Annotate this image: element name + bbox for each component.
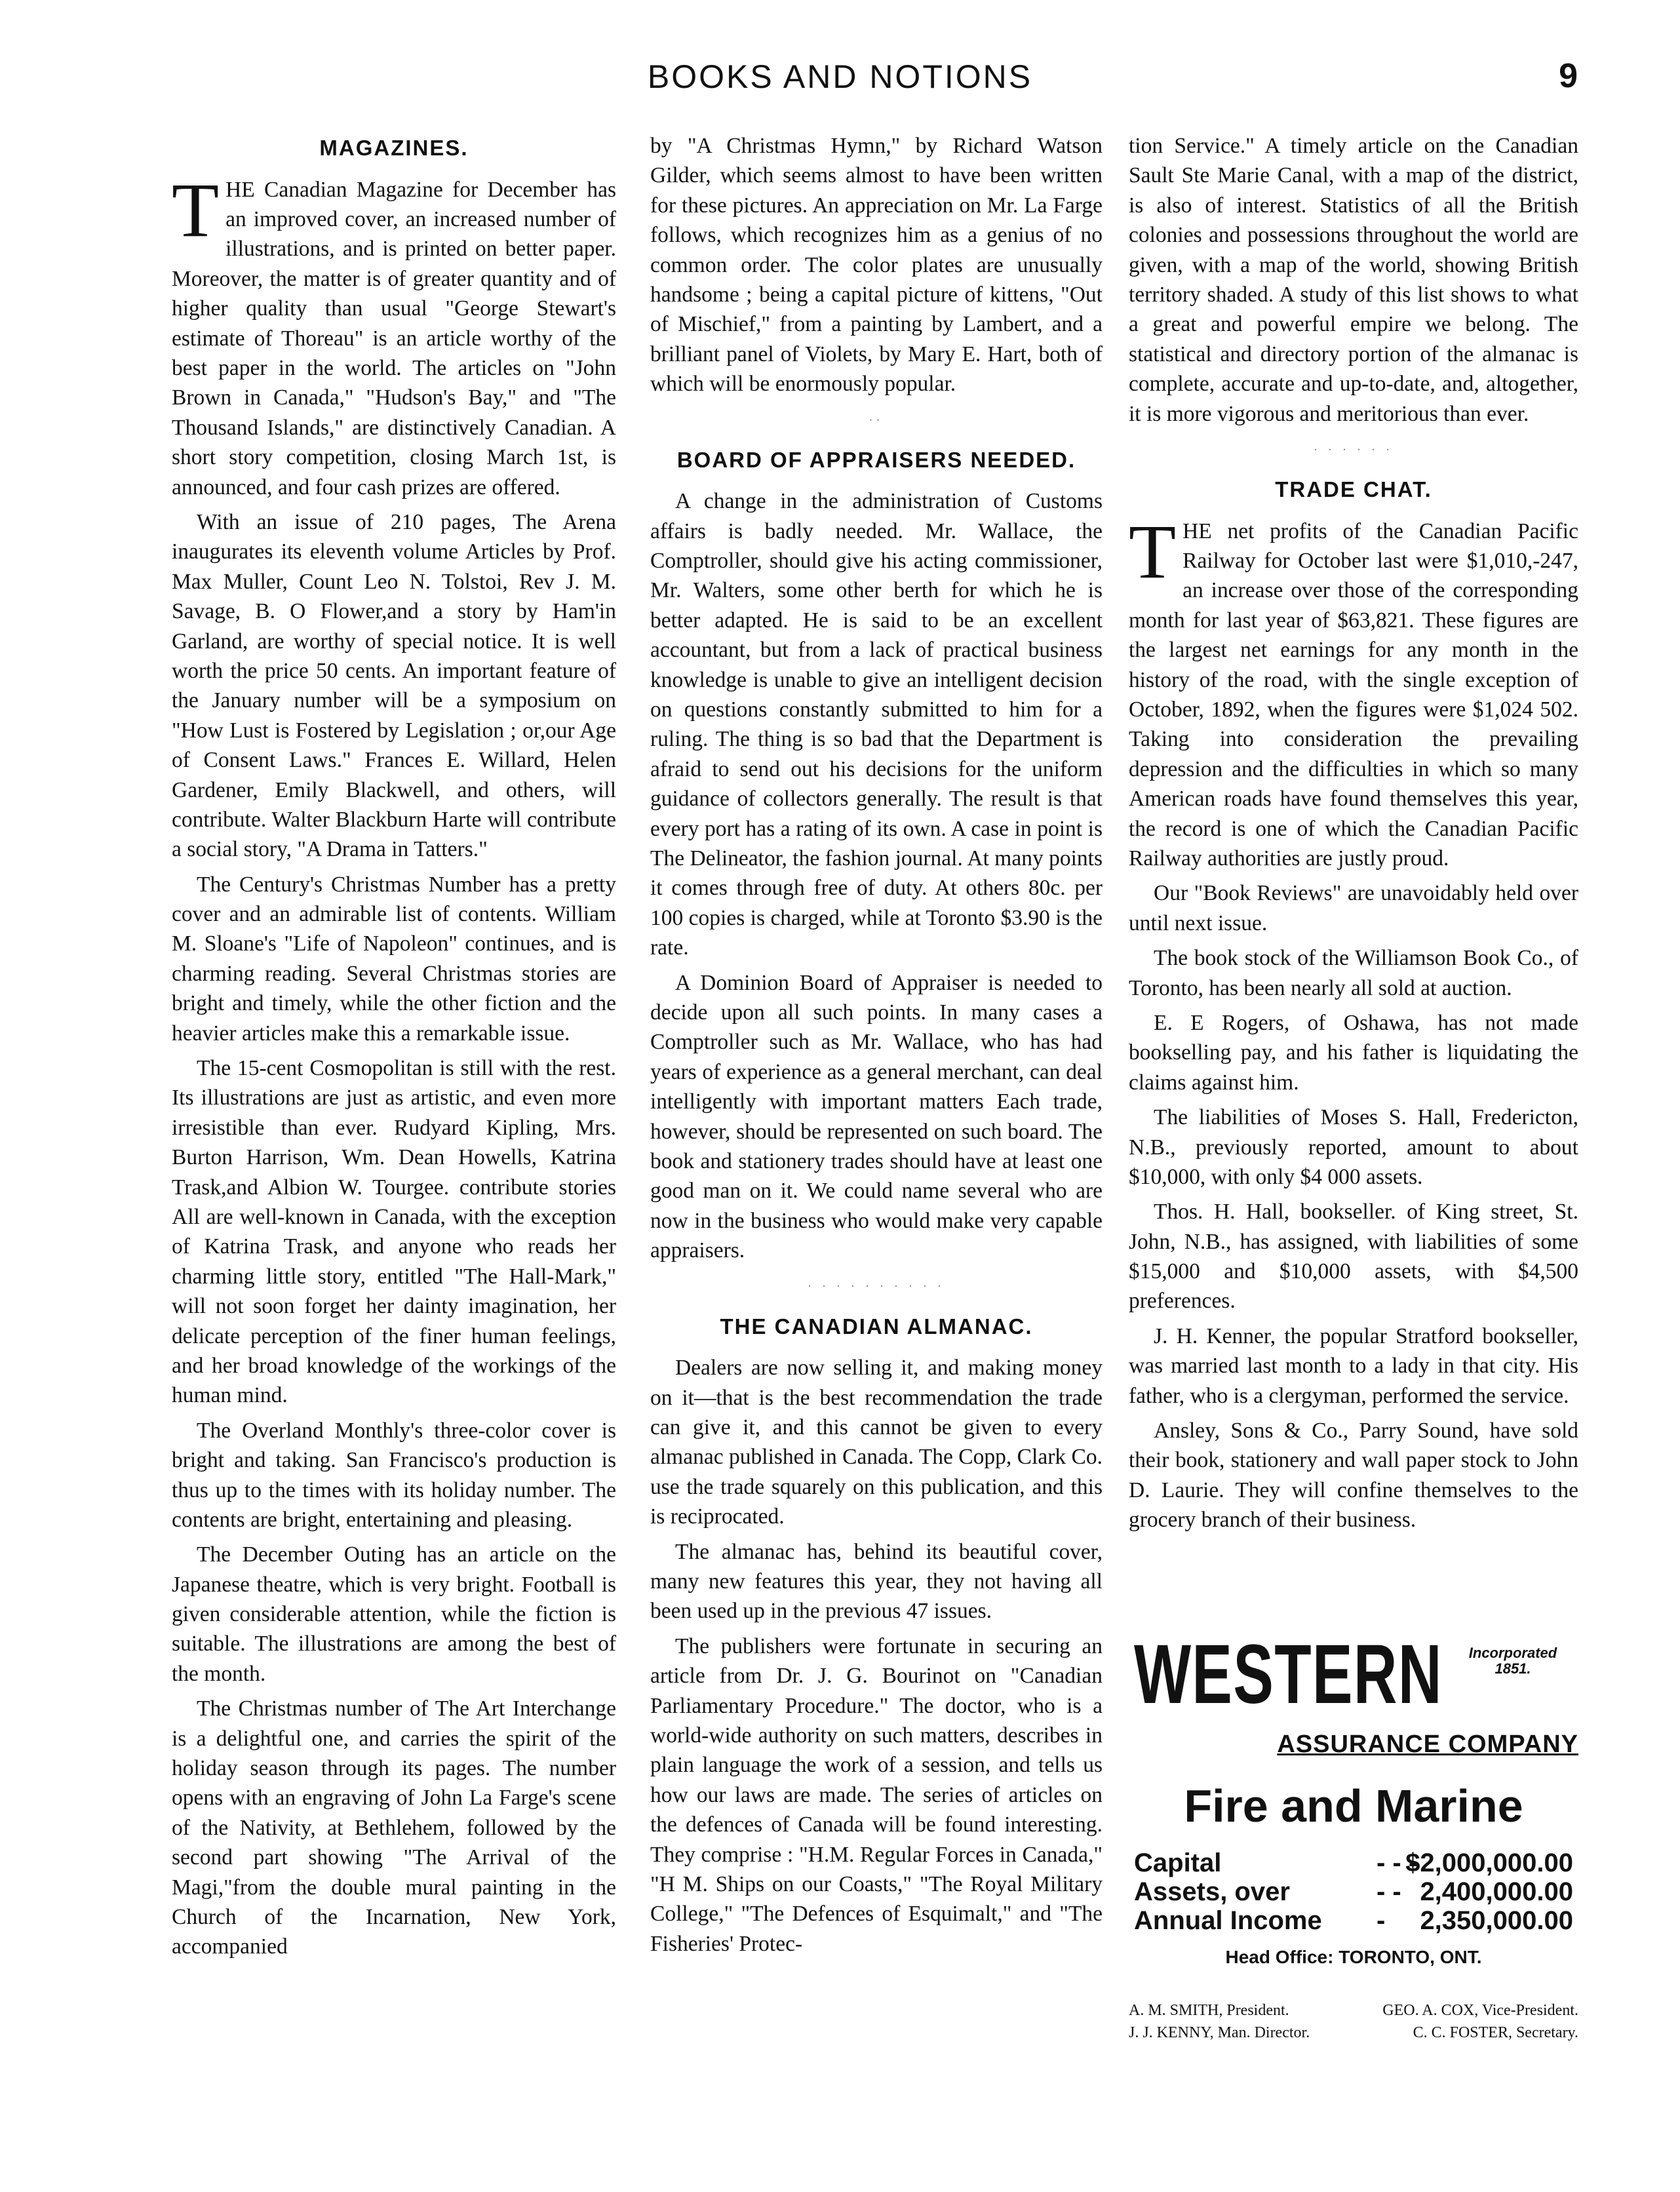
magazines-paragraph: The Overland Monthly's three-color cover is bright and taking. San Francisco's production is thus up to the times with its holiday number. The contents are bright, entertaining and pleasing. — [172, 1418, 616, 1532]
magazines-continuation: by "A Christmas Hymn," by Richard Watson Gilder, which seems almost to have been written for these pictures. An appreciation on Mr. La Farge follows, which recognizes him as a genius of no common order. The color plates are unusually handsome ; being a capital picture of kittens, "Out of Mischief," from a painting by Lambert, and a brilliant panel of Violets, by Mary E. Hart, both of which will be enormously popular. — [650, 134, 1103, 397]
magazines-paragraph-1: THE Canadian Magazine for December has an improved cover, an increased number of illustrations, and is printed on better paper. Moreover, the matter is of greater quantity and of higher quality than usual "George Stewart's estimate of Thoreau" is an article worthy of the best paper in the world. The articles on "John Brown in Canada," "Hudson's Bay," and "The Thousand Islands," are distinctively Canadian. A short story competition, closing March 1st, is announced, and four cash prizes are offered. — [172, 166, 616, 499]
ad-officers: A. M. SMITH, President. GEO. A. COX, Vice-President. J. J. KENNY, Man. Director. C. C. FOSTER, Secretary. — [1129, 2002, 1578, 2041]
ad-incorporated: Incorporated 1851. — [1468, 1645, 1557, 1677]
appraisers-paragraph: A change in the administration of Customs affairs is badly needed. Mr. Wallace, the Comptroller, should give his acting commissioner, Mr. Walters, some other berth for which he is better adapted. He is said to be an excellent accountant, but from a lack of practical business knowledge is unable to give an intelligent decision on questions constantly submitted to him for a ruling. The thing is so bad that the Department is afraid to send out his decisions for the uniform guidance of collectors generally. The result is that every port has a rating of its own. A case in point is The Delineator, the fashion journal. At many points it comes through free of duty. At others 80c. per 100 copies is charged, while at Toronto $3.90 is the rate. — [650, 489, 1103, 960]
almanac-paragraph: Dealers are now selling it, and making money on it—that is the best recommendation the trade can give it, and this cannot be given to every almanac published in Canada. The Copp, Clark Co. use the trade squarely on this publication, and this is reciprocated. — [650, 1356, 1103, 1529]
appraisers-heading: BOARD OF APPRAISERS NEEDED. — [676, 447, 1076, 472]
ad-head-office: Head Office: TORONTO, ONT. — [1225, 1947, 1482, 1967]
ad-brand: WESTERN — [1134, 1628, 1443, 1721]
almanac-paragraph: The almanac has, behind its beautiful cover, many new features this year, they not having all been used up in the previous 47 issues. — [650, 1539, 1103, 1624]
ad-row-capital: Capital - - - $2,000,000.00 — [1134, 1849, 1573, 1877]
almanac-continuation: tion Service." A timely article on the Canadian Sault Ste Marie Canal, with a map of the district, is also of interest. Statistics of all the British colonies and possessions throughout the world are given, with a map of the world, showing British territory shaded. A study of this list shows to what a great and powerful empire we belong. The statistical and directory portion of the almanac is complete, accurate and up-to-date, and, altogether, it is more vigorous and meritorious than ever. — [1129, 134, 1578, 426]
trade-paragraph: J. H. Kenner, the popular Stratford bookseller, was married last month to a lady in that city. His father, who is a clergyman, performed the service. — [1129, 1323, 1578, 1408]
trade-paragraph: The book stock of the Williamson Book Co., of Toronto, has been nearly all sold at auction. — [1129, 946, 1578, 1000]
page-header — [0, 58, 1680, 104]
column-3 — [1129, 131, 1578, 1540]
ad-subtitle: ASSURANCE COMPANY — [1277, 1731, 1578, 1758]
magazines-paragraph: The 15-cent Cosmopolitan is still with the rest. Its illustrations are just as artistic, and even more irresistible than ever. Rudyard Kipling, Mrs. Burton Harrison, Wm. Dean Howells, Katrina Trask,and Albion W. Tourgee. contribute stories All are well-known in Canada, with the exception of Katrina Trask, and anyone who reads her charming little story, entitled "The Hall-Mark," will not soon forget her dainty imagination, her delicate perception of the finer human feelings, and her broad knowledge of the workings of the human mind. — [172, 1056, 616, 1408]
magazines-paragraph: The December Outing has an article on the Japanese theatre, which is very bright. Football is given considerable attention, while the fiction is suitable. The illustrations are among the best of the month. — [172, 1542, 616, 1686]
ad-row-income: Annual Income - 2,350,000.00 — [1134, 1906, 1573, 1935]
trade-paragraph: Thos. H. Hall, bookseller. of King street, St. John, N.B., has assigned, with liabilities of some $15,000 and $10,000 assets, with $4,500 preferences. — [1129, 1200, 1578, 1314]
ad-row-assets: Assets, over - - 2,400,000.00 — [1134, 1877, 1573, 1906]
section-separator: . . . . . . . . . . — [808, 1276, 945, 1291]
magazines-paragraph: With an issue of 210 pages, The Arena inaugurates its eleventh volume Articles by Prof. Max Muller, Count Leo N. Tolstoi, Rev J. M. Savage, B. O Flower,and a story by Ham'in Garland, are worthy of special notice. It is well worth the price 50 cents. An important feature of the January number will be a symposium on "How Lust is Fostered by Legislation ; or,our Age of Consent Laws." Frances E. Willard, Helen Gardener, Emily Blackwell, and others, will contribute. Walter Blackburn Harte will contribute a social story, "A Drama in Tatters." — [172, 510, 616, 862]
page-number: 9 — [1559, 57, 1578, 95]
appraisers-paragraph: A Dominion Board of Appraiser is needed to decide upon all such points. In many cases a Comptroller such as Mr. Wallace, who has had years of experience as a general merchant, can deal intelligently with important matters Each trade, however, should be represented on such board. The book and stationery trades should have at least one good man on it. We could name several who are now in the business who would make very capable appraisers. — [650, 970, 1103, 1263]
section-separator: .. — [869, 409, 884, 424]
column-2 — [650, 131, 1103, 1964]
magazines-paragraph: The Christmas number of The Art Interchange is a delightful one, and carries the spirit of the holiday season through its pages. The number opens with an engraving of John La Farge's scene of the Nativity, at Bethlehem, followed by the second part showing "The Arrival of the Magi,"from the double mural painting in the Church of the Incarnation, New York, accompanied — [172, 1696, 616, 1959]
magazines-paragraph: The Century's Christmas Number has a pretty cover and an admirable list of contents. William M. Sloane's "Life of Napoleon" continues, and is charming reading. Several Christmas stories are bright and timely, while the other fiction and the heavier articles make this a remarkable issue. — [172, 872, 616, 1046]
section-separator: . . . . . . — [1314, 439, 1394, 454]
column-1 — [172, 131, 616, 1967]
magazines-heading: MAGAZINES. — [319, 136, 469, 160]
ad-figures — [1134, 1849, 1573, 1935]
trade-paragraph-1: THE net profits of the Canadian Pacific Railway for October last were $1,010,-247, an increase over those of the corresponding month for last year of $63,821. These figures are the largest net earnings for any month in the history of the road, with the single exception of October, 1892, when the figures were $1,024 502. Taking into consideration the prevailing depression and the difficulties in which so many American roads have found themselves this year, the record is one of which the Canadian Pacific Railway authorities are justly proud. — [1129, 508, 1578, 871]
running-title: BOOKS AND NOTIONS — [647, 58, 1033, 95]
ad-tagline: Fire and Marine — [1184, 1780, 1523, 1831]
trade-paragraph: Ansley, Sons & Co., Parry Sound, have sold their book, stationery and wall paper stock to John D. Laurie. They will confine themselves to the grocery branch of their business. — [1129, 1419, 1578, 1533]
dropcap: T — [172, 166, 220, 253]
trade-paragraph: Our "Book Reviews" are unavoidably held over until next issue. — [1129, 881, 1578, 935]
almanac-heading: THE CANADIAN ALMANAC. — [720, 1314, 1033, 1339]
trade-paragraph: The liabilities of Moses S. Hall, Fredericton, N.B., previously reported, amount to about $10,000, with only $4 000 assets. — [1129, 1105, 1578, 1189]
trade-chat-heading: TRADE CHAT. — [1275, 477, 1432, 501]
dropcap: T — [1129, 508, 1177, 595]
trade-paragraph: E. E Rogers, of Oshawa, has not made bookselling pay, and his father is liquidating the claims against him. — [1129, 1010, 1578, 1095]
almanac-paragraph: The publishers were fortunate in securing an article from Dr. J. G. Bourinot on "Canadian Parliamentary Procedure." The doctor, who is a world-wide authority on such matters, describes in plain language the work of a session, and tells us how our laws are made. The series of articles on the defences of Canada will be found interesting. They comprise : "H.M. Regular Forces in Canada," "H M. Ships on our Coasts," "The Royal Military College," "The Defences of Esquimalt," and "The Fisheries' Protec- — [650, 1634, 1103, 1956]
